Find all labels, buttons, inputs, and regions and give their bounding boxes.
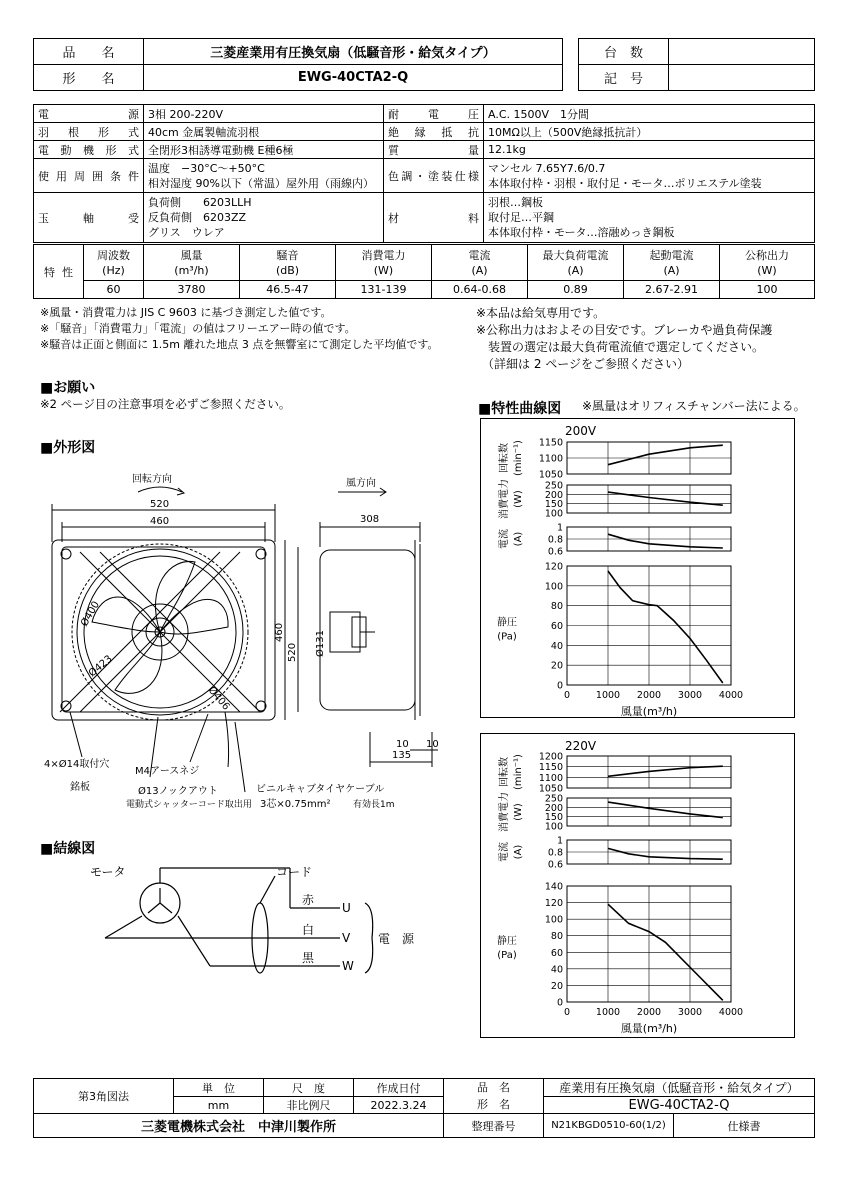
characteristics-table bbox=[33, 244, 815, 299]
y-tick-label: 100 bbox=[544, 581, 563, 593]
y-tick-label: 150 bbox=[544, 812, 563, 824]
char-value: 46.5-47 bbox=[240, 281, 336, 299]
note-line: ※公称出力はおよその目安です。ブレーカや過負荷保護 bbox=[476, 323, 773, 337]
char-label: 特性 bbox=[34, 245, 84, 299]
series-line bbox=[608, 802, 723, 818]
footer-scale-label: 尺 度 bbox=[264, 1079, 354, 1097]
spec-line: 取付足…平鋼 bbox=[488, 211, 554, 224]
y-tick-label: 80 bbox=[550, 931, 563, 943]
spec-line: 反負荷側 6203ZZ bbox=[148, 211, 247, 224]
dim-text: 10 bbox=[426, 739, 439, 750]
dim-text: 135 bbox=[392, 750, 412, 761]
y-tick-label: 200 bbox=[544, 802, 563, 814]
power-brace bbox=[365, 903, 373, 973]
char-header: 周波数 (Hz) bbox=[84, 245, 144, 281]
spec-value bbox=[144, 159, 384, 193]
spec-value: 12.1kg bbox=[484, 141, 815, 159]
chart-200v bbox=[481, 419, 794, 717]
curves-title: ■特性曲線図 bbox=[478, 401, 562, 417]
dim-text: 308 bbox=[360, 514, 380, 525]
y-tick-label: 1050 bbox=[538, 783, 563, 795]
dim-text: Ø131 bbox=[315, 630, 326, 657]
fan-blade bbox=[115, 632, 162, 693]
y-axis-unit: (W) bbox=[513, 803, 524, 821]
note-line: （詳細は 2 ページをご参照ください） bbox=[476, 357, 690, 371]
rotation-arrow bbox=[138, 487, 182, 492]
y-axis-label: 静圧 bbox=[497, 617, 517, 629]
rotation-label: 回転方向 bbox=[132, 474, 172, 485]
chart-220v bbox=[481, 734, 794, 1037]
outline-title: ■外形図 bbox=[40, 440, 96, 456]
dim-text: 520 bbox=[287, 642, 298, 662]
y-tick-label: 0.6 bbox=[547, 859, 563, 871]
char-value: 60 bbox=[84, 281, 144, 299]
footer-unit-label: 単 位 bbox=[174, 1079, 264, 1097]
footer-name-labels bbox=[444, 1079, 544, 1114]
motor-label: モータ bbox=[90, 865, 126, 879]
footer-model-label: 形 名 bbox=[477, 1098, 510, 1111]
char-header: 電流 (A) bbox=[432, 245, 528, 281]
spec-label: 電源 bbox=[34, 105, 144, 123]
spec-value bbox=[484, 193, 815, 243]
x-tick-label: 2000 bbox=[636, 1007, 662, 1018]
footer-unit-value: mm bbox=[174, 1097, 264, 1114]
y-tick-label: 60 bbox=[550, 621, 563, 632]
spec-value: 40cm 金属製軸流羽根 bbox=[144, 123, 384, 141]
dim-text: 460 bbox=[274, 622, 285, 642]
v-label: V bbox=[342, 931, 351, 945]
spec-line: 羽根…鋼板 bbox=[488, 196, 543, 209]
request-text: ※2 ページ目の注意事項を必ずご参照ください。 bbox=[40, 397, 291, 411]
x-tick-label: 0 bbox=[563, 690, 571, 701]
char-value: 131-139 bbox=[336, 281, 432, 299]
y-tick-label: 40 bbox=[550, 964, 563, 976]
footer-company: 三菱電機株式会社 中津川製作所 bbox=[34, 1114, 444, 1138]
cord-label: コード bbox=[276, 865, 313, 879]
notes-left bbox=[40, 305, 480, 353]
y-tick-label: 100 bbox=[544, 914, 563, 926]
spec-line: グリス ウレア bbox=[148, 226, 225, 239]
header-qty-label: 台 数 bbox=[579, 39, 669, 65]
power-label: 電 源 bbox=[378, 932, 415, 946]
y-axis-unit: (A) bbox=[513, 844, 524, 860]
y-tick-label: 0.8 bbox=[547, 534, 563, 546]
note-line: 装置の選定は最大負荷電流値で選定してください。 bbox=[476, 340, 765, 354]
y-axis-label: 静圧 bbox=[497, 936, 517, 947]
char-header: 騒音 (dB) bbox=[240, 245, 336, 281]
spec-value: 10MΩ以上（500V絶縁抵抗計） bbox=[484, 123, 815, 141]
spec-label: 材料 bbox=[384, 193, 484, 243]
y-tick-label: 1 bbox=[556, 522, 563, 534]
y-tick-label: 0 bbox=[556, 997, 563, 1009]
y-axis-label: 回転数 bbox=[499, 757, 510, 787]
char-value: 0.89 bbox=[528, 281, 624, 299]
footer-doc-value: N21KBGD0510-60(1/2) bbox=[544, 1114, 674, 1138]
x-tick-label: 1000 bbox=[595, 1007, 621, 1018]
spec-label: 耐電圧 bbox=[384, 105, 484, 123]
series-line bbox=[608, 571, 723, 683]
footer-projection: 第3角図法 bbox=[34, 1079, 174, 1114]
red-label: 赤 bbox=[302, 893, 315, 907]
char-value: 0.64-0.68 bbox=[432, 281, 528, 299]
y-tick-label: 100 bbox=[544, 821, 563, 833]
y-tick-label: 80 bbox=[550, 601, 563, 613]
header-model-value: EWG-40CTA2-Q bbox=[144, 65, 563, 91]
y-tick-label: 120 bbox=[544, 561, 563, 573]
spec-line: マンセル 7.65Y7.6/0.7 bbox=[488, 161, 606, 175]
spec-value: A.C. 1500V 1分間 bbox=[484, 105, 815, 123]
holes-label: 4×Ø14取付穴 bbox=[44, 759, 110, 770]
header-mark-value bbox=[669, 65, 815, 91]
dim-text: 520 bbox=[150, 499, 170, 510]
footer-table bbox=[33, 1078, 815, 1138]
footer-doc-type: 仕様書 bbox=[674, 1114, 815, 1138]
white-label: 白 bbox=[302, 923, 315, 937]
chart-title: 200V bbox=[565, 424, 597, 438]
char-value: 3780 bbox=[144, 281, 240, 299]
cable-length: 有効長1m bbox=[353, 800, 395, 810]
spec-label: 絶縁抵抗 bbox=[384, 123, 484, 141]
y-axis-unit: (min⁻¹) bbox=[513, 440, 524, 476]
y-tick-label: 0.8 bbox=[547, 847, 563, 859]
spec-value bbox=[484, 159, 815, 193]
x-axis-label: 風量(m³/h) bbox=[620, 705, 678, 717]
side-motor bbox=[330, 612, 360, 652]
u-label: U bbox=[342, 901, 351, 915]
spec-label: 電動機形式 bbox=[34, 141, 144, 159]
footer-date-value: 2022.3.24 bbox=[354, 1097, 444, 1114]
w-label: W bbox=[342, 959, 354, 973]
outline-drawing bbox=[30, 462, 460, 832]
note-line: ※本品は給気専用です。 bbox=[476, 306, 606, 320]
dim-text: Ø400 bbox=[79, 599, 103, 629]
fan-blade bbox=[160, 599, 228, 634]
y-tick-label: 20 bbox=[550, 660, 563, 672]
spec-label: 玉軸受 bbox=[34, 193, 144, 243]
spec-line: 温度 −30°C〜+50°C bbox=[148, 161, 265, 175]
earth-label: M4アースネジ bbox=[135, 766, 200, 777]
y-tick-label: 1100 bbox=[538, 772, 563, 784]
wind-label: 風方向 bbox=[346, 478, 376, 489]
spec-label: 使用周囲条件 bbox=[34, 159, 144, 193]
black-label: 黒 bbox=[302, 951, 315, 965]
y-tick-label: 150 bbox=[544, 499, 563, 511]
y-tick-label: 40 bbox=[550, 640, 563, 652]
y-tick-label: 200 bbox=[544, 489, 563, 501]
dim-text: 460 bbox=[150, 516, 170, 527]
nameplate-label: 銘板 bbox=[70, 782, 90, 793]
notes-right bbox=[476, 305, 816, 373]
y-axis-unit: (Pa) bbox=[497, 950, 517, 961]
char-header: 最大負荷電流 (A) bbox=[528, 245, 624, 281]
spec-label: 色調・塗装仕様 bbox=[384, 159, 484, 193]
y-tick-label: 1150 bbox=[538, 437, 563, 449]
y-tick-label: 1150 bbox=[538, 762, 563, 774]
y-tick-label: 120 bbox=[544, 898, 563, 910]
cable-label: ビニルキャブタイヤケーブル bbox=[256, 784, 385, 795]
y-axis-unit: (W) bbox=[513, 490, 524, 508]
dim-text: 10 bbox=[396, 739, 409, 750]
y-axis-unit: (A) bbox=[513, 531, 524, 547]
header-name-value: 三菱産業用有圧換気扇（低騒音形・給気タイプ） bbox=[144, 39, 563, 65]
curves-note: ※風量はオリフィスチャンバー法による。 bbox=[582, 399, 806, 413]
footer-scale-value: 非比例尺 bbox=[264, 1097, 354, 1114]
y-axis-label: 回転数 bbox=[499, 443, 510, 473]
dim-text: Ø406 bbox=[205, 684, 232, 713]
y-tick-label: 250 bbox=[544, 480, 563, 492]
y-tick-label: 60 bbox=[550, 947, 563, 959]
header-table bbox=[33, 38, 563, 91]
series-line bbox=[608, 848, 723, 859]
footer-name-label: 品 名 bbox=[477, 1081, 510, 1094]
char-value: 2.67-2.91 bbox=[624, 281, 720, 299]
side-body bbox=[320, 550, 415, 710]
y-axis-label: 電流 bbox=[499, 842, 510, 862]
x-tick-label: 0 bbox=[563, 1007, 571, 1018]
char-header: 風量 (m³/h) bbox=[144, 245, 240, 281]
y-tick-label: 250 bbox=[544, 793, 563, 805]
header-name-label: 品 名 bbox=[34, 39, 144, 65]
y-tick-label: 20 bbox=[550, 980, 563, 992]
y-tick-label: 1050 bbox=[538, 469, 563, 481]
chart-title: 220V bbox=[565, 739, 597, 753]
x-tick-label: 2000 bbox=[636, 690, 662, 701]
header-mark-label: 記 号 bbox=[579, 65, 669, 91]
series-line bbox=[608, 766, 723, 776]
series-line bbox=[608, 534, 723, 548]
spec-line: 相対湿度 90%以下（常温）屋外用（雨線内） bbox=[148, 176, 374, 190]
spec-line: 本体取付枠・羽根・取付足・モータ…ポリエステル塗装 bbox=[488, 176, 762, 190]
series-line bbox=[608, 445, 723, 465]
y-tick-label: 140 bbox=[544, 881, 563, 893]
x-tick-label: 1000 bbox=[595, 690, 621, 701]
y-axis-label: 電流 bbox=[499, 529, 510, 549]
spec-value: 3相 200-220V bbox=[144, 105, 384, 123]
char-header: 消費電力 (W) bbox=[336, 245, 432, 281]
header-qty-value bbox=[669, 39, 815, 65]
char-header: 起動電流 (A) bbox=[624, 245, 720, 281]
x-tick-label: 4000 bbox=[718, 1007, 744, 1018]
x-tick-label: 3000 bbox=[677, 690, 703, 701]
x-tick-label: 3000 bbox=[677, 1007, 703, 1018]
knockout-label: Ø13ノックアウト bbox=[138, 786, 218, 797]
x-tick-label: 4000 bbox=[718, 690, 744, 701]
y-tick-label: 0 bbox=[556, 680, 563, 692]
footer-date-label: 作成日付 bbox=[354, 1079, 444, 1097]
spec-line: 負荷側 6203LLH bbox=[148, 196, 252, 209]
request-title: ■お願い bbox=[40, 380, 96, 396]
note-line: ※風量・消費電力は JIS C 9603 に基づき測定した値です。 bbox=[40, 306, 332, 319]
spec-label: 質量 bbox=[384, 141, 484, 159]
note-line: ※「騒音」「消費電力」「電流」の値はフリーエアー時の値です。 bbox=[40, 322, 356, 335]
y-tick-label: 0.6 bbox=[547, 546, 563, 558]
spec-line: 本体取付枠・モータ…溶融めっき鋼板 bbox=[488, 226, 675, 239]
y-axis-unit: (min⁻¹) bbox=[513, 754, 524, 790]
header-qty-table bbox=[578, 38, 815, 91]
x-axis-label: 風量(m³/h) bbox=[620, 1022, 678, 1035]
char-value: 100 bbox=[720, 281, 815, 299]
y-tick-label: 1100 bbox=[538, 453, 563, 465]
y-tick-label: 1 bbox=[556, 835, 563, 847]
y-axis-label: 消費電力 bbox=[499, 479, 510, 519]
note-line: ※騒音は正面と側面に 1.5m 離れた地点 3 点を無響室にて測定した平均値です。 bbox=[40, 338, 439, 351]
footer-doc-label: 整理番号 bbox=[444, 1114, 544, 1138]
spec-label: 羽根形式 bbox=[34, 123, 144, 141]
footer-model-value: EWG-40CTA2-Q bbox=[544, 1097, 815, 1114]
cable-spec: 3芯×0.75mm² bbox=[260, 799, 331, 810]
wiring-title: ■結線図 bbox=[40, 841, 96, 857]
shutter-label: 電動式シャッターコード取出用 bbox=[126, 800, 252, 810]
y-axis-unit: (Pa) bbox=[497, 631, 517, 643]
y-axis-label: 消費電力 bbox=[499, 792, 510, 832]
y-tick-label: 100 bbox=[544, 508, 563, 520]
char-header: 公称出力 (W) bbox=[720, 245, 815, 281]
header-model-label: 形 名 bbox=[34, 65, 144, 91]
y-tick-label: 1200 bbox=[538, 751, 563, 763]
wiring-diagram bbox=[60, 858, 440, 988]
spec-value: 全閉形3相誘導電動機 E種6極 bbox=[144, 141, 384, 159]
dim-text: Ø423 bbox=[86, 653, 115, 680]
spec-table bbox=[33, 104, 815, 243]
footer-name-value: 産業用有圧換気扇（低騒音形・給気タイプ） bbox=[544, 1079, 815, 1097]
spec-value bbox=[144, 193, 384, 243]
